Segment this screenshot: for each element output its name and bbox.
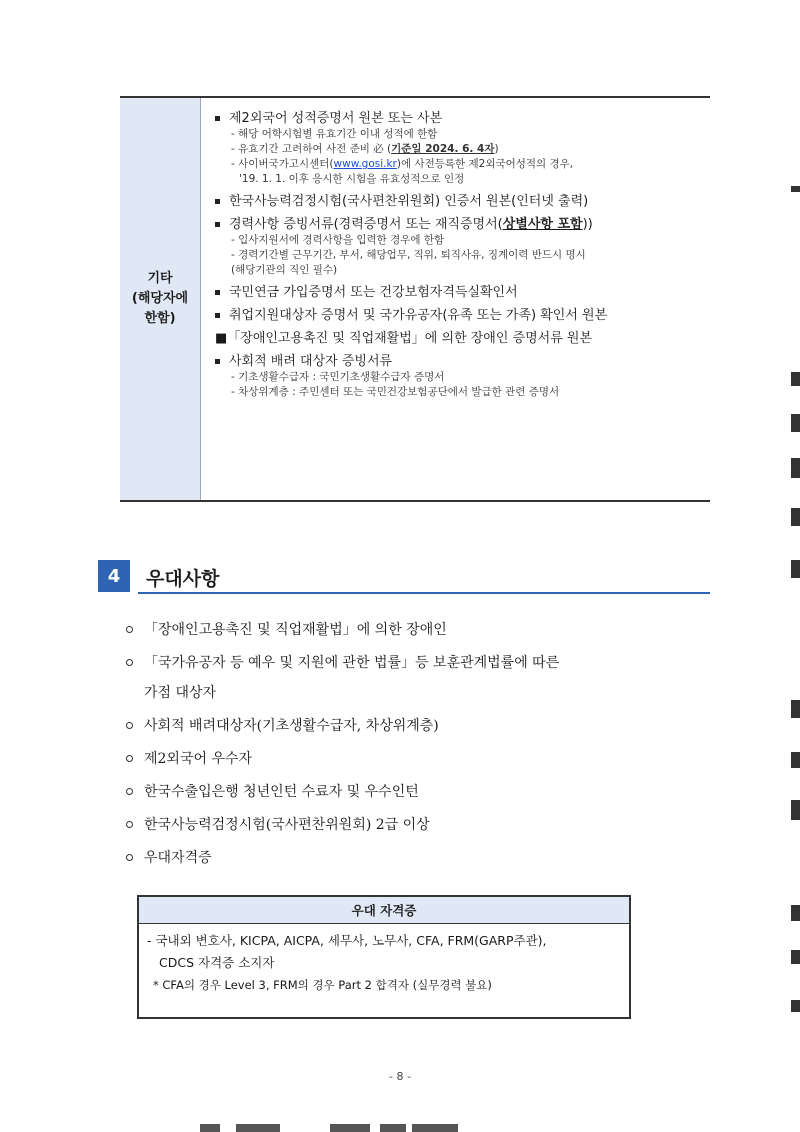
edge-fragment bbox=[791, 752, 800, 768]
category-label-line-2: (해당자에 bbox=[131, 291, 189, 306]
circle-bullet-icon bbox=[126, 788, 133, 795]
edge-fragment bbox=[200, 1124, 220, 1132]
square-bullet-icon bbox=[215, 313, 220, 318]
sub-item: - 차상위계층 : 주민센터 또는 국민건강보험공단에서 발급한 관련 증명서 bbox=[231, 386, 560, 398]
documents-content bbox=[201, 98, 710, 500]
page-number: - 8 - bbox=[389, 1070, 411, 1083]
edge-fragment bbox=[791, 414, 800, 432]
bullet-korean-history: 한국사능력검정시험(국사편찬위원회) 인증서 원본(인터넷 출력) bbox=[215, 193, 700, 210]
sub-item: - 기초생활수급자 : 국민기초생활수급자 증명서 bbox=[231, 371, 445, 383]
square-bullet-icon bbox=[215, 290, 220, 295]
qualification-box bbox=[137, 895, 631, 1019]
bullet-social-care: 사회적 배려 대상자 증빙서류 bbox=[215, 353, 700, 370]
qualification-line: CDCS 자격증 소지자 bbox=[159, 955, 275, 970]
circle-bullet-icon bbox=[126, 821, 133, 828]
list-item: 제2외국어 우수자 bbox=[124, 749, 714, 769]
section-title: 우대사항 bbox=[146, 568, 220, 590]
list-item: 「국가유공자 등 예우 및 지원에 관한 법률」등 보훈관계법률에 따른 가점 대상자 bbox=[124, 653, 714, 703]
list-item: 한국사능력검정시험(국사편찬위원회) 2급 이상 bbox=[124, 815, 714, 835]
edge-fragment bbox=[791, 186, 800, 192]
sub-item: '19. 1. 1. 이후 응시한 시험을 유효성적으로 인정 bbox=[239, 173, 465, 185]
documents-table bbox=[120, 96, 710, 502]
qualification-note: * CFA의 경우 Level 3, FRM의 경우 Part 2 합격자 (실무경력 불요) bbox=[153, 978, 492, 992]
square-bullet-icon bbox=[215, 222, 220, 227]
preference-list bbox=[124, 620, 714, 881]
circle-bullet-icon bbox=[126, 854, 133, 861]
gosi-link[interactable]: www.gosi.kr bbox=[333, 158, 397, 170]
edge-fragment bbox=[330, 1124, 370, 1132]
edge-fragment bbox=[791, 458, 800, 478]
edge-fragment bbox=[791, 800, 800, 820]
section-heading bbox=[98, 560, 710, 594]
category-label-line-3: 한함) bbox=[144, 311, 176, 326]
circle-bullet-icon bbox=[126, 755, 133, 762]
sub-item: - 입사지원서에 경력사항을 입력한 경우에 한함 bbox=[231, 234, 445, 246]
edge-fragment bbox=[380, 1124, 406, 1132]
list-item: 사회적 배려대상자(기초생활수급자, 차상위계층) bbox=[124, 716, 714, 736]
circle-bullet-icon bbox=[126, 659, 133, 666]
edge-fragment bbox=[412, 1124, 458, 1132]
sub-item: - 경력기간별 근무기간, 부서, 해당업무, 직위, 퇴직사유, 징계이력 반드시 명시 bbox=[231, 249, 586, 261]
bullet-employment-support: 취업지원대상자 증명서 및 국가유공자(유족 또는 가족) 확인서 원본 bbox=[215, 307, 700, 324]
edge-fragment bbox=[791, 508, 800, 526]
section-underline bbox=[138, 592, 710, 594]
list-item: 한국수출입은행 청년인턴 수료자 및 우수인턴 bbox=[124, 782, 714, 802]
category-label bbox=[120, 98, 201, 500]
section-number: 4 bbox=[98, 560, 130, 592]
square-bullet-icon bbox=[215, 199, 220, 204]
sub-item: (해당기관의 직인 필수) bbox=[231, 264, 338, 276]
list-item: 「장애인고용촉진 및 직업재활법」에 의한 장애인 bbox=[124, 620, 714, 640]
sub-item: - 유효기간 고려하여 사전 준비 必 (기준일 2024. 6. 4자) bbox=[231, 143, 499, 155]
qualification-header: 우대 자격증 bbox=[139, 897, 629, 924]
edge-fragment bbox=[791, 950, 800, 964]
edge-fragment bbox=[791, 372, 800, 386]
qualification-line: - 국내외 변호사, KICPA, AICPA, 세무사, 노무사, CFA, FRM(GARP주관), bbox=[147, 933, 547, 948]
edge-fragment bbox=[791, 700, 800, 718]
bullet-career: 경력사항 증빙서류(경력증명서 또는 재직증명서(상별사항 포함)) bbox=[215, 216, 700, 233]
sub-item: - 해당 어학시험별 유효기간 이내 성적에 한함 bbox=[231, 128, 438, 140]
square-bullet-icon bbox=[215, 116, 220, 121]
bullet-pension: 국민연금 가입증명서 또는 건강보험자격득실확인서 bbox=[215, 284, 700, 301]
circle-bullet-icon bbox=[126, 722, 133, 729]
bullet-disability: ■「장애인고용촉진 및 직업재활법」에 의한 장애인 증명서류 원본 bbox=[215, 331, 593, 346]
sub-item: - 사이버국가고시센터(www.gosi.kr)에 사전등록한 제2외국어성적의 경우, bbox=[231, 158, 574, 170]
qualification-body bbox=[139, 924, 629, 1002]
reference-date: 기준일 2024. 6. 4자 bbox=[391, 143, 495, 155]
category-label-line-1: 기타 bbox=[147, 271, 173, 286]
bullet-foreign-language: 제2외국어 성적증명서 원본 또는 사본 bbox=[215, 110, 700, 127]
list-item: 우대자격증 bbox=[124, 848, 714, 868]
edge-fragment bbox=[236, 1124, 280, 1132]
circle-bullet-icon bbox=[126, 626, 133, 633]
edge-fragment bbox=[791, 1000, 800, 1012]
square-bullet-icon bbox=[215, 359, 220, 364]
edge-fragment bbox=[791, 905, 800, 921]
edge-fragment bbox=[791, 560, 800, 578]
